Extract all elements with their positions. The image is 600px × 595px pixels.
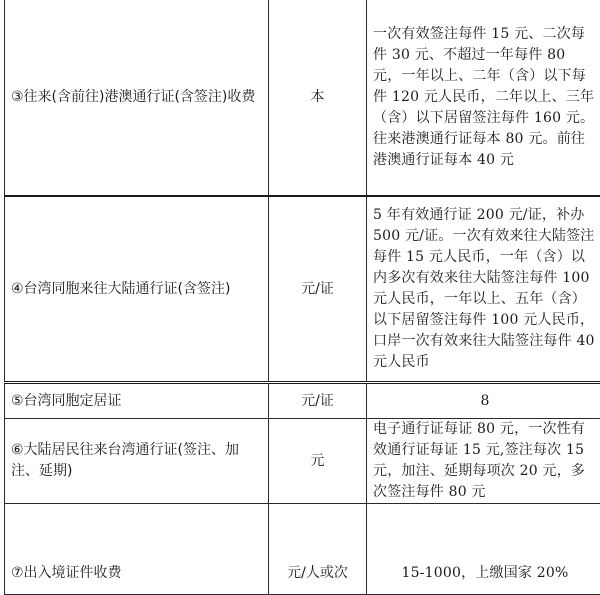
item-cell: ⑦出入境证件收费 xyxy=(5,504,269,595)
unit-cell: 本 xyxy=(269,0,367,196)
table-row xyxy=(5,196,600,383)
unit-cell: 元/人或次 xyxy=(269,504,367,595)
item-cell: ③往来(含前往)港澳通行证(含签注)收费 xyxy=(5,0,269,196)
unit-cell: 元/证 xyxy=(269,196,367,383)
fee-description-cell: 8 xyxy=(367,383,600,419)
fee-description-cell: 15-1000，上缴国家 20% xyxy=(367,504,600,595)
item-cell: ④台湾同胞来往大陆通行证(含签注) xyxy=(5,196,269,383)
table-row xyxy=(5,504,600,595)
unit-cell: 元/证 xyxy=(269,383,367,419)
fee-description-cell: 电子通行证每证 80 元，一次性有效通行证每证 15 元,签注每次 15 元，加注、延期每项次 20 元，多次签注每件 80 元 xyxy=(367,419,600,504)
fee-table xyxy=(4,0,600,595)
fee-description-cell: 一次有效签注每件 15 元、二次每件 30 元、不超过一年每件 80 元，一年以上、二年（含）以下每件 120 元人民币，二年以上、三年（含）以下居留签注每件 160 元。往来港澳通行证每本 80 元。前往港澳通行证每本 40 元 xyxy=(367,0,600,196)
table-row xyxy=(5,383,600,419)
unit-cell: 元 xyxy=(269,419,367,504)
item-cell: ⑥大陆居民往来台湾通行证(签注、加注、延期) xyxy=(5,419,269,504)
fee-description-cell: 5 年有效通行证 200 元/证，补办 500 元/证。一次有效来往大陆签注每件 15 元人民币，一年（含）以内多次有效来往大陆签注每件 100 元人民币，一年以上、五年（含）以下居留签注每件 100 元人民币，口岸一次有效来往大陆签注每件 40 元人民币 xyxy=(367,196,600,383)
table-row xyxy=(5,419,600,504)
table-row xyxy=(5,0,600,196)
item-cell: ⑤台湾同胞定居证 xyxy=(5,383,269,419)
